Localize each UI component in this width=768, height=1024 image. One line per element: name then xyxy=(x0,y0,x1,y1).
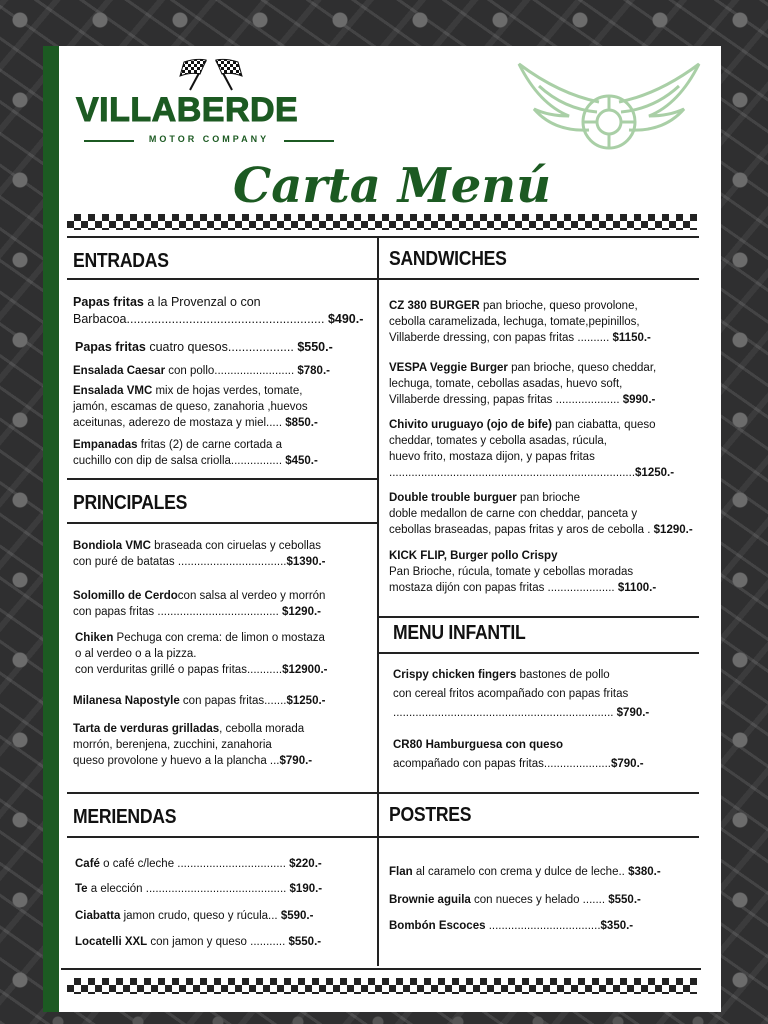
menu-item: Bondiola VMC braseada con ciruelas y cebollas con puré de batatas ..................................$1390.- xyxy=(73,540,326,568)
section-meriendas: MERIENDAS xyxy=(73,806,177,828)
brand-name: VILLABERDE xyxy=(76,91,299,129)
section-entradas: ENTRADAS xyxy=(73,250,169,272)
menu-item: Papas fritas a la Provenzal o con Barbacoa......................................................... $490.- xyxy=(73,295,364,326)
menu-item: Flan al caramelo con crema y dulce de leche.. $380.- xyxy=(389,866,661,878)
menu-item: Café o café c/leche .................................. $220.- xyxy=(75,858,322,870)
menu-item: Ciabatta jamon crudo, queso y rúcula... $590.- xyxy=(75,910,314,922)
menu-item: Tarta de verduras grilladas, cebolla morada morrón, berenjena, zucchini, zanahoria queso provolone y huevo a la plancha ...$790.- xyxy=(73,723,313,767)
divider xyxy=(67,478,377,480)
brand-subtitle: MOTOR COMPANY xyxy=(76,134,342,144)
section-sandwiches: SANDWICHES xyxy=(389,248,507,270)
menu-item: Brownie aguila con nueces y helado ....... $550.- xyxy=(389,894,641,906)
menu-item: Empanadas fritas (2) de carne cortada a cuchillo con dip de salsa criolla................ $450.- xyxy=(73,439,318,467)
menu-item: Double trouble burguer pan brioche doble medallon de carne con cheddar, panceta y cebollas braseadas, papas fritas y aros de cebolla . $1290.- xyxy=(389,492,693,536)
column-divider xyxy=(377,236,379,966)
green-side-stripe xyxy=(43,46,59,1012)
menu-item: Solomillo de Cerdocon salsa al verdeo y morrón con papas fritas ...................................... $1290.- xyxy=(73,590,326,618)
menu-item: Milanesa Napostyle con papas fritas.......$1250.- xyxy=(73,695,326,707)
divider xyxy=(67,836,377,838)
menu-item: CR80 Hamburguesa con queso acompañado con papas fritas.....................$790.- xyxy=(393,739,644,770)
divider xyxy=(379,652,699,654)
menu-title: Carta Menú xyxy=(233,158,552,214)
menu-item: Locatelli XXL con jamon y queso ........... $550.- xyxy=(75,936,322,948)
menu-item: Te a elección ............................................ $190.- xyxy=(75,883,323,895)
brand-logo xyxy=(76,58,346,148)
divider xyxy=(67,522,377,524)
divider xyxy=(67,278,377,280)
menu-item: Crispy chicken fingers bastones de pollo con cereal fritos acompañado con papas fritas ..................................................................... $790.- xyxy=(393,669,650,719)
divider xyxy=(379,278,699,280)
menu-item: Bombón Escoces ...................................$350.- xyxy=(389,920,634,932)
divider xyxy=(379,792,699,794)
checkered-border-top xyxy=(67,214,697,230)
menu-item: KICK FLIP, Burger pollo Crispy Pan Brioche, rúcula, tomate y cebollas moradas mostaza dijón con papas fritas ..................... $1100.- xyxy=(389,550,657,594)
menu-item: Chiken Pechuga con crema: de limon o mostaza o al verdeo o a la pizza. con verduritas grillé o papas fritas...........$12900.- xyxy=(75,632,328,676)
menu-item: Ensalada Caesar con pollo......................... $780.- xyxy=(73,365,330,377)
divider xyxy=(67,236,699,238)
menu-item: Ensalada VMC mix de hojas verdes, tomate, jamón, escamas de queso, zanahoria ,huevos aceitunas, aderezo de mostaza y miel..... $850.- xyxy=(73,385,318,429)
menu-page xyxy=(43,46,721,1012)
menu-item: CZ 380 BURGER pan brioche, queso provolone, cebolla caramelizada, lechuga, tomate,pepinillos, Villaberde dressing, con papas fritas .......... $1150.- xyxy=(389,300,651,344)
divider xyxy=(379,836,699,838)
menu-item: VESPA Veggie Burger pan brioche, queso cheddar, lechuga, tomate, cebollas asadas, huevo soft, Villaberde dressing, papas fritas .................... $990.- xyxy=(389,362,657,406)
section-principales: PRINCIPALES xyxy=(73,492,188,514)
checkered-border-bottom xyxy=(67,978,697,994)
divider xyxy=(379,616,699,618)
menu-item: Chivito uruguayo (ojo de bife) pan ciabatta, queso cheddar, tomates y cebolla asadas, rúcula, huevo frito, mostaza dijon, y papas fritas .............................................................................$1250.- xyxy=(389,419,675,479)
section-menu-infantil: MENU INFANTIL xyxy=(393,622,526,644)
menu-item: Papas fritas cuatro quesos................... $550.- xyxy=(75,340,333,354)
checkered-flags-icon xyxy=(176,58,246,92)
divider xyxy=(67,792,377,794)
section-postres: POSTRES xyxy=(389,804,472,826)
winged-wheel-icon xyxy=(509,54,709,166)
divider xyxy=(61,968,701,970)
